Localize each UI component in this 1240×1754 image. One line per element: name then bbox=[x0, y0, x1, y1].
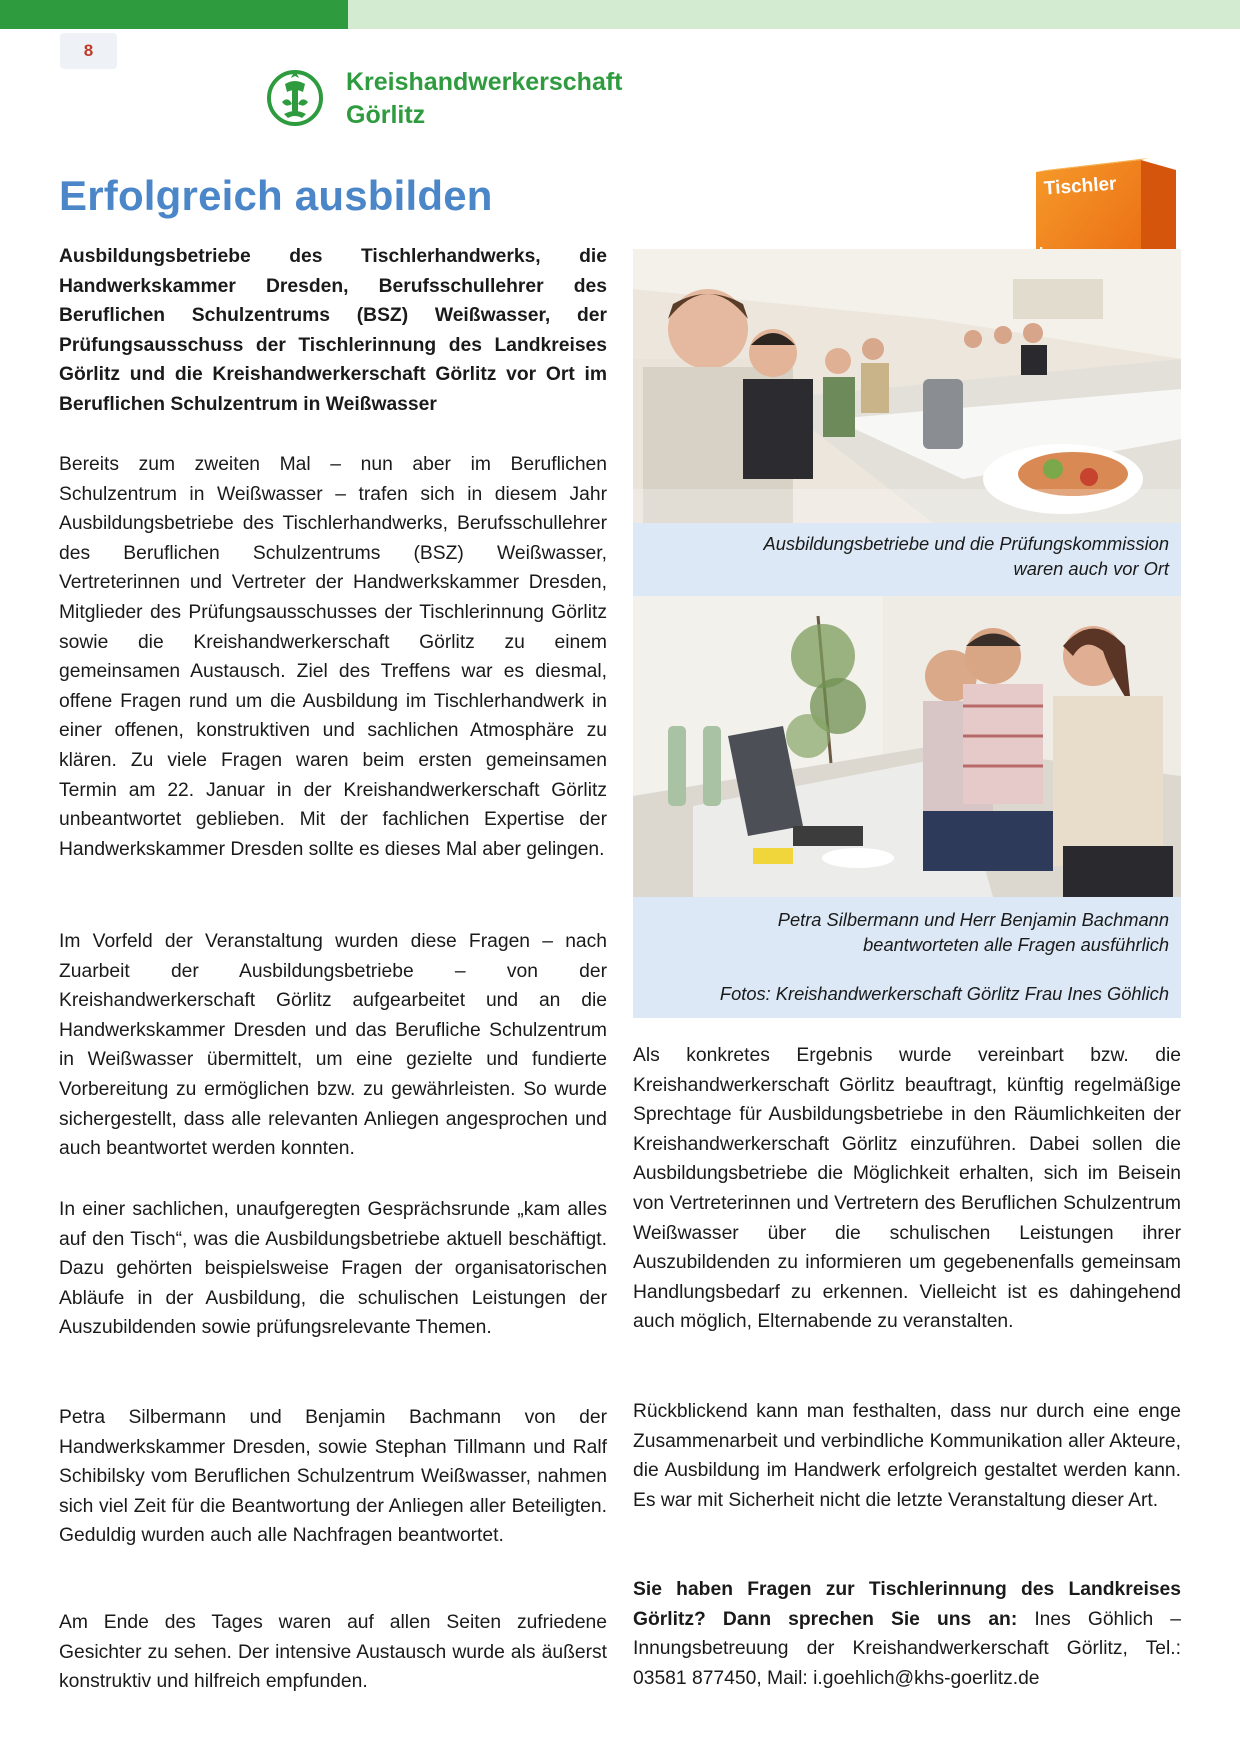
caption-2-line1: Petra Silbermann und Herr Benjamin Bachmann bbox=[777, 909, 1169, 930]
org-name-line2: Görlitz bbox=[346, 101, 426, 129]
contact-details: Ines Göhlich – Innungsbetreuung der Kreishandwerkerschaft Görlitz, Tel.: 03581 877450, Mail: i.goehlich@khs-goerlitz.de bbox=[633, 1608, 1181, 1689]
paragraph-result: Als konkretes Ergebnis wurde vereinbart bzw. die Kreishandwerkerschaft Görlitz beauftragt, künftig regelmäßige Sprechtage für Ausbildungsbetriebe in den Räumlichkeiten der Kreishandwerkerschaft Görlitz einzuführen. Dabei sollen die Ausbildungsbetriebe die Möglichkeit erhalten, sich im Beisein von Vertreterinnen und Vertretern des Beruflichen Schulzentrum Weißwasser über die schulischen Leistungen ihrer Auszubildenden zu informieren um gegebenenfalls gemeinsam Handlungsbedarf zu erkennen. Vielleicht ist es dahingehend auch möglich, Elternabende zu veranstalten. bbox=[633, 1045, 1181, 1333]
paragraph-4: Petra Silbermann und Benjamin Bachmann von der Handwerkskammer Dresden, sowie Stephan Tillmann und Ralf Schibilsky vom Beruflichen Schulzentrum Weißwasser, nahmen sich viel Zeit für die Beantwortung der Anliegen aller Beteiligten. Geduldig wurden auch alle Nachfragen beantwortet. bbox=[59, 1407, 607, 1547]
caption-2-line2: beantworteten alle Fragen ausführlich bbox=[863, 934, 1169, 955]
paragraph-5: Am Ende des Tages waren auf allen Seiten zufriedene Gesichter zu sehen. Der intensive Austausch wurde als äußerst konstruktiv und hilfreich empfunden. bbox=[59, 1612, 607, 1693]
paragraph-2: Im Vorfeld der Veranstaltung wurden diese Fragen – nach Zuarbeit der Ausbildungsbetriebe – von der Kreishandwerkerschaft Görlitz aufgearbeitet und an die Handwerkskammer Dresden und das Berufliche Schulzentrum in Weißwasser übermittelt, um eine gezielte und fundierte Vorbereitung zu ermöglichen bzw. zu gewährleisten. So wurde sichergestellt, dass alle relevanten Anliegen angesprochen und auch beantwortet werden konnten. bbox=[59, 931, 607, 1160]
page-number: 8 bbox=[60, 33, 117, 69]
paragraph-3: In einer sachlichen, unaufgeregten Gesprächsrunde „kam alles auf den Tisch“, was die Ausbildungsbetriebe aktuell beschäftigt. Dazu gehörten beispielsweise Fragen der organisatorischen Abläufe in der Ausbildung, die schulischen Leistungen der Auszubildenden sowie prüfungsrelevante Themen. bbox=[59, 1199, 607, 1339]
article-headline: Erfolgreich ausbilden bbox=[59, 172, 493, 219]
org-name bbox=[346, 66, 623, 132]
guild-emblem-icon bbox=[266, 62, 324, 130]
caption-1-line1: Ausbildungsbetriebe und die Prüfungskommission bbox=[763, 533, 1169, 554]
caption-1-line2: waren auch vor Ort bbox=[1013, 558, 1169, 579]
paragraph-1: Bereits zum zweiten Mal – nun aber im Beruflichen Schulzentrum in Weißwasser – trafen sich in diesem Jahr Ausbildungsbetriebe des Tischlerhandwerks, Berufsschullehrer des Beruflichen Schulzentrums (BSZ) Weißwasser, Vertreterinnen und Vertreter der Handwerkskammer Dresden, Mitglieder des Prüfungsausschusses der Tischlerinnung Görlitz sowie die Kreishandwerkerschaft Görlitz zu einem gemeinsamen Austausch. Ziel des Treffens war es diesmal, offene Fragen rund um die Ausbildung im Tischlerhandwerk in einer offenen, konstruktiven und sachlichen Atmosphäre zu klären. Zu viele Fragen waren beim ersten gemeinsamen Termin am 22. Januar in der Kreishandwerkerschaft Görlitz unbeantwortet geblieben. Mit der fachlichen Expertise der Handwerkskammer Dresden sollte es dieses Mal aber gelingen. bbox=[59, 454, 607, 860]
contact-paragraph bbox=[633, 1575, 1181, 1693]
top-bar-light bbox=[348, 0, 1240, 29]
badge-title: Tischler bbox=[1043, 173, 1118, 200]
org-name-line1: Kreishandwerkerschaft bbox=[346, 68, 623, 96]
photo-credit: Fotos: Kreishandwerkerschaft Görlitz Frau Ines Göhlich bbox=[719, 983, 1169, 1004]
article-lead: Ausbildungsbetriebe des Tischlerhandwerks, die Handwerkskammer Dresden, Berufsschullehrer des Beruflichen Schulzentrums (BSZ) Weißwasser, der Prüfungsausschuss der Tischlerinnung des Landkreises Görlitz und die Kreishandwerkerschaft Görlitz vor Ort im Beruflichen Schulzentrum in Weißwasser bbox=[59, 246, 607, 415]
contact-question: Sie haben Fragen zur Tischlerinnung des Landkreises Görlitz? Dann sprechen Sie uns an: bbox=[633, 1579, 1181, 1630]
photo-caption-2 bbox=[633, 897, 1181, 1018]
speakers-photo bbox=[633, 596, 1181, 897]
top-bar-accent bbox=[0, 0, 348, 29]
meeting-photo bbox=[633, 249, 1181, 523]
paragraph-retrospective: Rückblickend kann man festhalten, dass nur durch eine enge Zusammenarbeit und verbindliche Kommunikation aller Akteure, die Ausbildung im Handwerk erfolgreich gestaltet werden kann. Es war mit Sicherheit nicht die letzte Veranstaltung dieser Art. bbox=[633, 1401, 1181, 1511]
photo-caption-1 bbox=[633, 523, 1181, 596]
